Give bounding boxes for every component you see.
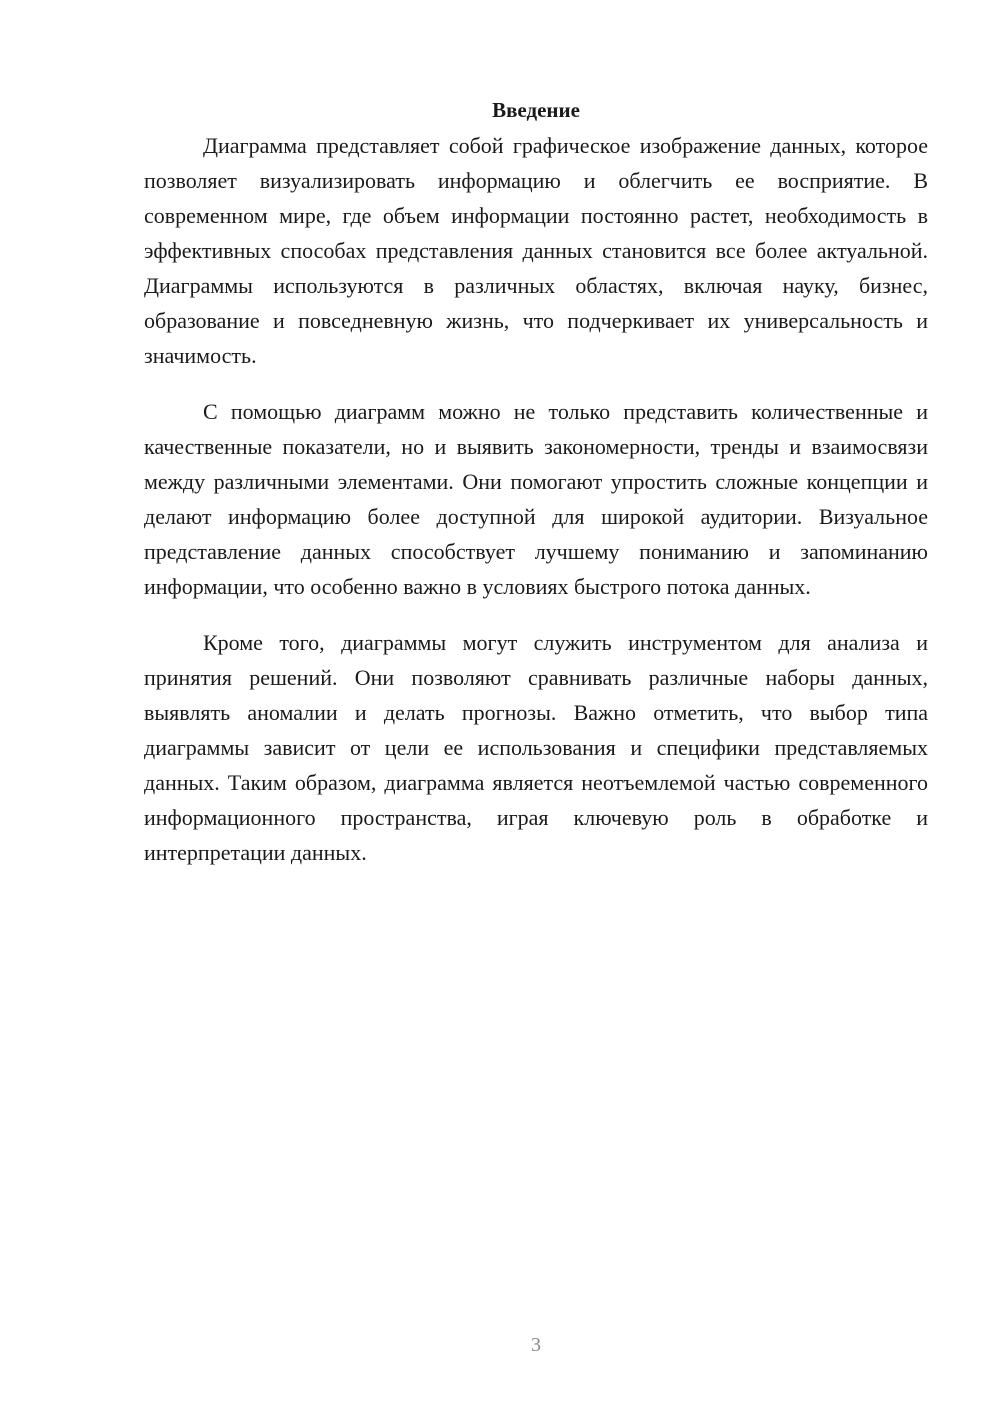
- paragraph-1: Диаграмма представляет собой графическое изображение данных, которое позволяет визуализировать информацию и облегчить ее восприятие. В современном мире, где объем информации постоянно растет, необходимость в эффективных способах представления данных становится все более актуальной. Диаграммы используются в различных областях, включая науку, бизнес, образование и повседневную жизнь, что подчеркивает их универсальность и значимость.: [144, 133, 928, 368]
- page-number: 3: [531, 1334, 541, 1356]
- paragraph-3: Кроме того, диаграммы могут служить инструментом для анализа и принятия решений. Они позволяют сравнивать различные наборы данных, выявлять аномалии и делать прогнозы. Важно отметить, что выбор типа диаграммы зависит от цели ее использования и специфики представляемых данных. Таким образом, диаграмма является неотъемлемой частью современного информационного пространства, играя ключевую роль в обработке и интерпретации данных.: [144, 630, 928, 865]
- paragraph-2: С помощью диаграмм можно не только представить количественные и качественные показатели, но и выявить закономерности, тренды и взаимосвязи между различными элементами. Они помогают упростить сложные концепции и делают информацию более доступной для широкой аудитории. Визуальное представление данных способствует лучшему пониманию и запоминанию информации, что особенно важно в условиях быстрого потока данных.: [144, 399, 928, 599]
- page-content: [144, 93, 928, 891]
- section-title: Введение: [492, 98, 580, 122]
